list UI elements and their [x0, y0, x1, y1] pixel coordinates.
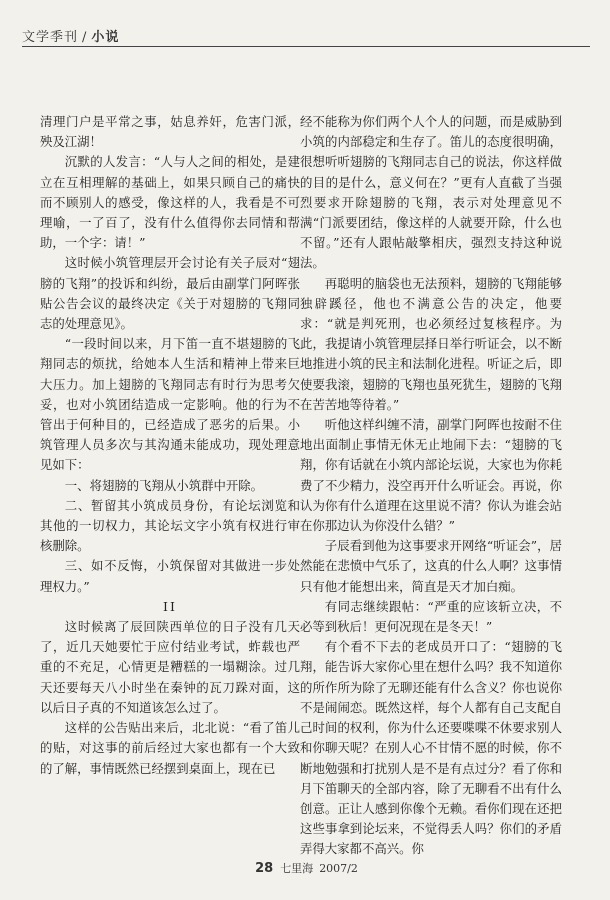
page-number: 28	[255, 861, 274, 876]
left-paragraphs-bottom	[40, 617, 300, 779]
paragraph: 沉默的人发言：“人与人之间的相处，是建立在互相理解的基础上，如果只顾自己的痛快而不顾别人的感受，像这样的人，我看是不可理喻，一了百了，没有什么值得你去同情和帮助，一个字：请！”	[40, 154, 300, 251]
right-column	[300, 112, 562, 860]
left-column	[40, 112, 300, 779]
paragraph: 清理门户是平常之事，姑息养奸，危害门派，殃及江湖！	[40, 114, 300, 150]
section-number: II	[163, 598, 177, 614]
paragraph: “一段时间以来，月下笛一直不堪翅膀的飞翔同志的烦扰，给她本人生活和精神上带来巨大压力。加上翅膀的飞翔同志有时行为思考欠妥，也对小筑团结造成一定影响。他的行为不管出于何种目的，已经造成了恶劣的后果。小筑管理人员多次与其沟通未能成功，现处理意见如下：	[40, 336, 300, 473]
paragraph: 再聪明的脑袋也无法预料，翅膀的飞翔能够独辟蹊径，他也不满意公告的决定，他要求：“就是判死刑，也必须经过复核程序。为此，我提请小筑管理层择日举行听证会，以不断地推进小筑的民主和法制化进程。听证之后，即使要我滚，翅膀的飞翔也虽死犹生，翅膀的飞翔在苦苦地等待着。”	[300, 275, 562, 412]
header-separator: /	[82, 30, 88, 45]
paragraph: 有个看不下去的老成员开口了：“翅膀的飞翔，能告诉大家你心里在想什么吗？我不知道你的所作所为除了无聊还能有什么含义？你也说你不是闹闹恋。既然这样，每个人都有自己支配自己时间的权利，你为什么还要喋喋不休要求别人和你聊天呢？在别人心不甘情不愿的时候，你不断地勉强和打扰别人是不是有点过分？看了你和月下笛聊天的全部内容，除了无聊看不出有什么创意。正让人感到你像个无赖。看你们现在还把这些事拿到论坛来，不觉得丢人吗？你们的矛盾弄得大家都不高兴。你	[300, 639, 562, 857]
header-rule	[22, 46, 590, 47]
paragraph: 三、如不反悔，小筑保留对其做进一步处理权力。”	[40, 558, 300, 594]
left-paragraphs-top	[40, 112, 300, 597]
issue-number: 2007/2	[319, 862, 358, 875]
page-footer	[0, 860, 610, 876]
running-header	[22, 26, 119, 45]
paragraph: 这样的公告贴出来后，北北说：“看了笛儿的贴，对这事的前后经过大家也都有一个大致的了解，事情既然已经摆到桌面上，现在已	[40, 720, 300, 776]
paragraph: 子辰看到他为这事要求开网络“听证会”，居然能在悲愤中气乐了，这真的什么人啊？这事情只有他才能想出来，简直是天才加白痴。	[300, 538, 562, 594]
paragraph: 一、将翅膀的飞翔从小筑群中开除。	[64, 477, 264, 493]
magazine-label: 文学季刊	[22, 30, 79, 45]
paragraph: 这时候小筑管理层开会讨论有关子辰对“翅膀的飞翔”的投诉和纠纷，最后由副掌门阿晖张贴公告会议的最终决定《关于对翅膀的飞翔同志的处理意见》。	[40, 255, 300, 332]
paragraph: 经不能称为你们两个人个人的问题，而是威胁到小筑的内部稳定和生存了。笛儿的态度很明确，很想听听翅膀的飞翔同志自己的说法，你这样做的目的是什么，意义何在？”更有人直截了当强烈要求开除翅膀的飞翔，表示对处理意见不满“门派要团结，像这样的人就要开除，什么也不留。”还有人跟帖敲擎相庆，强烈支持这种说法。	[300, 114, 562, 271]
section-label: 小说	[91, 30, 120, 45]
paragraph: 有同志继续跟帖：“严重的应该斩立决，不必等到秋后！更何况现在是冬天！”	[300, 598, 562, 635]
paragraph: 二、暂留其小筑成员身份，有论坛浏览和其他的一切权力，其论坛文字小筑有权进行审核删除。	[40, 497, 300, 554]
right-paragraphs	[300, 112, 562, 860]
footer-magazine-name: 七里海	[280, 862, 314, 875]
paragraph: 这时候离了辰回陕西单位的日子没有几天了，近几天她要忙于应付结业考试，蚱载也严重的不充足，心情更是糟糕的一塌糊涂。过几天还要每天八小时坐在秦钟的瓦刀跺对面，这以后日子真的不知道该怎么过了。	[40, 619, 300, 715]
paragraph: 听他这样纠缠不清，副掌门阿晖也按耐不住地出面制止事情无休无止地闹下去：“翅膀的飞翔，你有话就在小筑内部论坛说，大家也为你耗费了不少精力，没空再开什么听证会。再说，你认为你有什么道理在这里说不清？你认为谁会站在你那边认为你没什么错？”	[300, 417, 562, 534]
